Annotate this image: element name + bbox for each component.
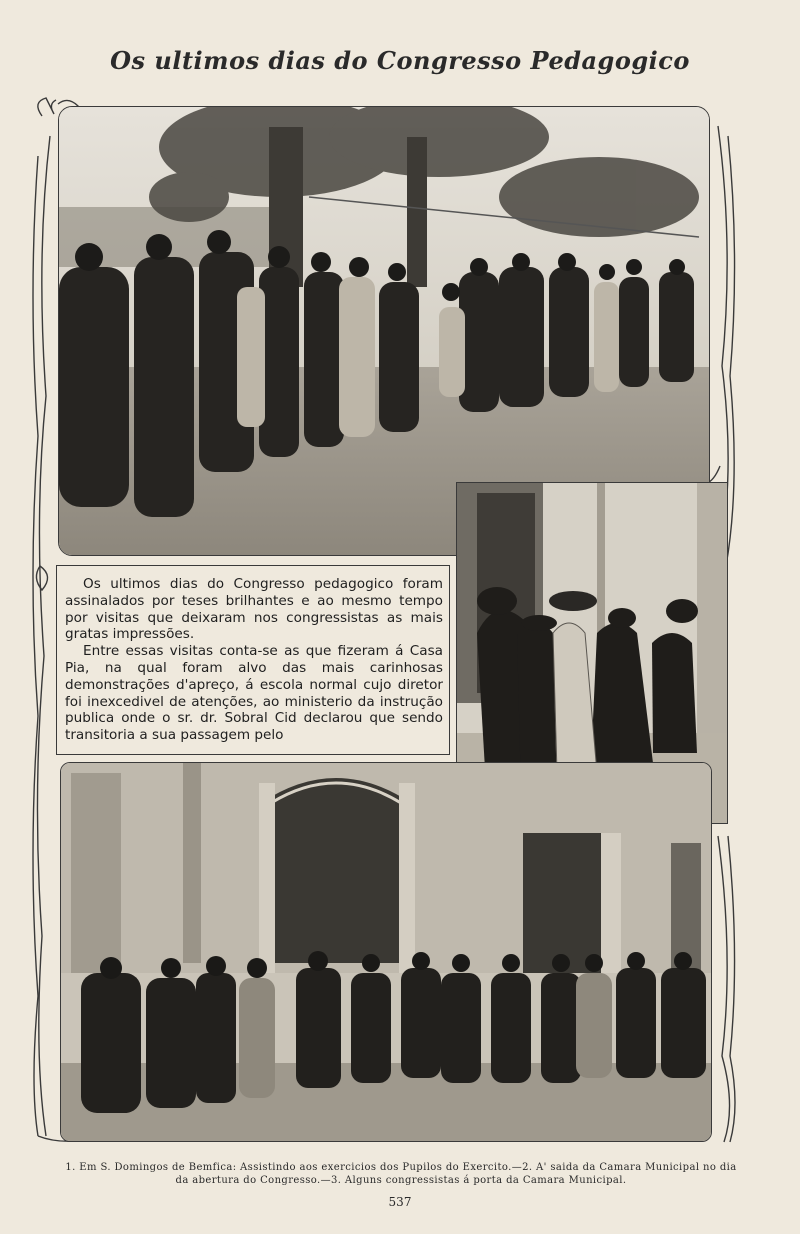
photo-captions (36, 1162, 766, 1187)
article-body (65, 576, 443, 744)
article-paragraph: Entre essas visitas conta-se as que fizeram á Casa Pia, na qual foram alvo das mais carinhosas demonstrações d'apreço, á escola normal cujo diretor foi inexcedivel de atenções, ao ministerio da instrução publica onde o sr. dr. Sobral Cid declarou que sendo transitoria a sua passagem pelo (65, 643, 443, 744)
photo-group-at-city-hall-door (60, 762, 712, 1142)
caption-line: 1. Em S. Domingos de Bemfica: Assistindo aos exercicios dos Pupilos do Exercito.—2. A' saida da Camara Municipal no dia (65, 1162, 737, 1173)
caption-line: da abertura do Congresso.—3. Alguns congressistas á porta da Camara Municipal. (175, 1174, 627, 1186)
article-text-box (56, 565, 450, 755)
page-number: 537 (388, 1195, 412, 1209)
page-title: Os ultimos dias do Congresso Pedagogico (110, 46, 690, 75)
article-paragraph: Os ultimos dias do Congresso pedagogico foram assinalados por teses brilhantes e ao mesmo tempo por visitas que deixaram nos congressistas as mais gratas impressões. (65, 576, 443, 643)
